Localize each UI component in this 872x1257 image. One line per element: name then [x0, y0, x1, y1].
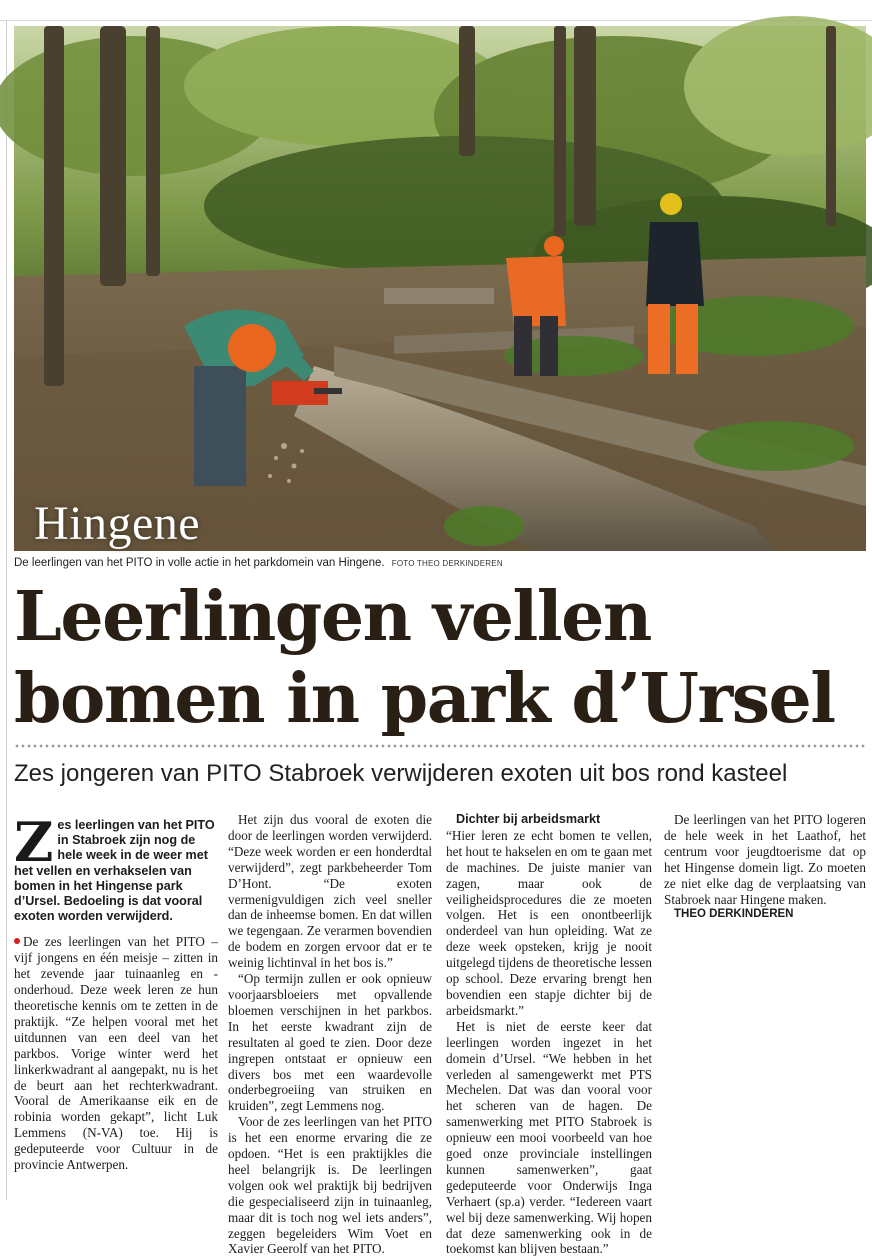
- article-column-3: [446, 812, 652, 1257]
- headline-line-1: Leerlingen vellen: [14, 577, 651, 657]
- body-paragraph: Het is niet de eerste keer dat leerlingen worden ingezet in het domein d’Ursel. “We hebben in het verleden al samengewerkt met PTS Mechelen. Dat was dan vooral voor het scheren van de hagen. De samenwerking met PITO Stabroek is opnieuw een mooi voorbeeld van hoe goed onze provinciale instellingen kunnen samenwerken”, gaat gedeputeerde voor Onderwijs Inga Verhaert (sp.a) verder. “Iedereen vaart wel bij deze samenwerking. Wij hopen dat deze samenwerking ook in de toekomst kan blijven bestaan.”: [446, 1018, 652, 1257]
- article-column-4: [664, 812, 866, 1192]
- article-lead: [14, 810, 218, 924]
- bullet-dot-icon: [14, 938, 20, 944]
- headline-line-2: bomen in park d’Ursel: [14, 659, 835, 739]
- drop-cap: Z: [14, 810, 54, 874]
- author-byline: THEO DERKINDEREN: [674, 908, 794, 921]
- photo-credit: FOTO THEO DERKINDEREN: [391, 559, 503, 568]
- lead-text: es leerlingen van het PITO in Stabroek zijn nog de hele week in de weer met het vellen en verhakselen van bomen in het Hingense park d’Ursel. Bedoeling is dat vooral exoten worden verwijderd.: [14, 818, 215, 924]
- body-paragraph: De zes leerlingen van het PITO – vijf jongens en één meisje – zitten in het zevende jaar tuinaanleg en -onderhoud. Deze week leren ze hun theoretische kennis om te zetten in de praktijk. “Ze helpen vooral met het uitdunnen van een deel van het parkbos. Vorige winter werd het linkerkwadrant al aangepakt, nu is het de beurt aan het rechterkwadrant. Vooral de Amerikaanse eik en de robinia worden gekapt”, licht Luk Lemmens (N-VA) toe. Hij is gedeputeerde voor Cultuur in de provincie Antwerpen.: [14, 934, 218, 1173]
- location-label: Hingene: [34, 497, 201, 550]
- article-photo: [14, 26, 866, 551]
- left-margin-rule: [6, 20, 7, 1200]
- body-paragraph: Voor de zes leerlingen van het PITO is het een enorme ervaring die ze opdoen. “Het is een praktijkles die heel belangrijk is. De leerlingen volgen ook wel praktijk bij bedrijven die gespecialiseerd zijn in tuinaanleg, maar dit is toch nog wel iets anders”, zeggen begeleiders Wim Voet en Xavier Geerolf van het PITO.: [228, 1114, 432, 1257]
- forest-worker-illustration: [14, 26, 866, 551]
- body-paragraph: De leerlingen van het PITO logeren de hele week in het Laathof, het centrum voor jeugdtoerisme dat op het Hingense domein ligt. Zo moeten ze niet elke dag de verplaatsing van Stabroek naar Hingene maken.: [664, 812, 866, 907]
- body-paragraph: Het zijn dus vooral de exoten die door de leerlingen worden verwijderd. “Deze week worden er een honderdtal verwijderd”, zegt parkbeheerder Tom D’Hont. “De exoten vermenigvuldigen zich veel sneller dan de inheemse bomen. En dat willen we tegengaan. Ze verarmen bovendien de bodem en zorgen ervoor dat er te weinig lichtinval in het bos is.”: [228, 812, 432, 971]
- section-subtitle: Dichter bij arbeidsmarkt: [456, 812, 601, 826]
- page-top-border: [0, 0, 872, 21]
- body-paragraph: “Hier leren ze echt bomen te vellen, het hout te hakselen en om te gaan met de machines. De juiste manier van zagen, maar ook de veiligheidsprocedures die ze moeten volgen. Het is een onontbeerlijk onderdeel van hun opleiding. Wat ze deze week opsteken, krijg je nooit uitgelegd tijdens de theoretische lessen op school. Deze ervaring brengt hen bovendien een stapje dichter bij de arbeidsmarkt.”: [446, 827, 652, 1018]
- article-column-1: [14, 812, 218, 1192]
- article-headline: [14, 576, 866, 740]
- article-subheadline: Zes jongeren van PITO Stabroek verwijderen exoten uit bos rond kasteel: [14, 760, 788, 787]
- article-column-2: [228, 812, 432, 1257]
- dotted-divider: [14, 744, 866, 748]
- caption-text: De leerlingen van het PITO in volle actie in het parkdomein van Hingene.: [14, 557, 385, 569]
- photo-caption: [14, 556, 866, 571]
- body-paragraph: “Op termijn zullen er ook opnieuw voorjaarsbloeiers met opvallende bloemen verschijnen in het parkbos. In het eerste kwadrant zijn de resultaten al goed te zien. Door deze ingrepen ontstaat er opnieuw een divers bos met een waardevolle onderbegroeiing van struiken en kruiden”, zegt Lemmens nog.: [228, 971, 432, 1114]
